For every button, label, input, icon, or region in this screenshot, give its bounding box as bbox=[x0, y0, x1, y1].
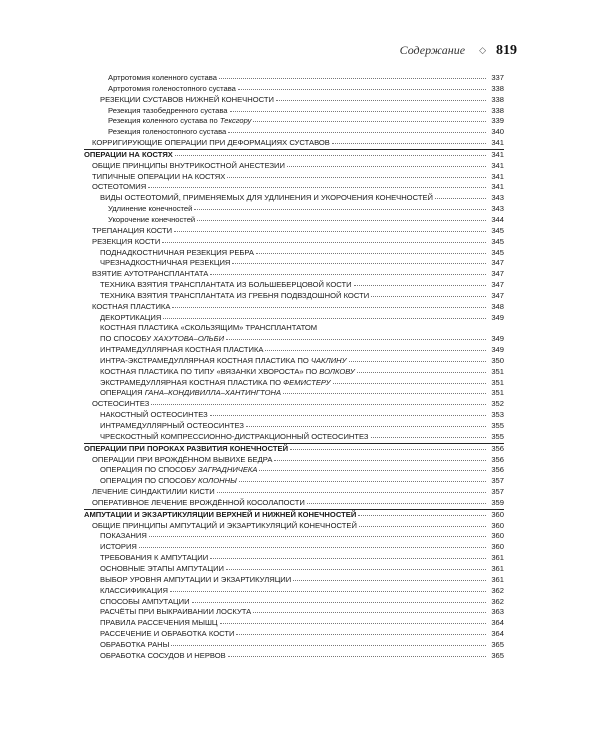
toc-page-number: 360 bbox=[491, 520, 504, 530]
toc-page-number: 360 bbox=[491, 509, 504, 519]
toc-entry[interactable] bbox=[84, 432, 504, 443]
toc-entry[interactable] bbox=[84, 138, 504, 149]
toc-entry[interactable] bbox=[84, 575, 504, 586]
toc-entry-title: ПОДНАДКОСТНИЧНАЯ РЕЗЕКЦИЯ РЕБРА bbox=[100, 247, 254, 257]
toc-entry-title: КЛАССИФИКАЦИЯ bbox=[100, 585, 169, 595]
dot-leader bbox=[357, 372, 486, 373]
toc-page-number: 350 bbox=[491, 355, 504, 365]
toc-entry-italic: Тексгору bbox=[219, 116, 252, 126]
dot-leader bbox=[228, 656, 486, 657]
dot-leader bbox=[230, 111, 486, 112]
toc-entry-title: ПРАВИЛА РАССЕЧЕНИЯ МЫШЦ bbox=[100, 618, 218, 628]
dot-leader bbox=[359, 526, 486, 527]
toc-entry-title: Артротомия голеностопного сустава bbox=[108, 83, 236, 93]
toc-entry[interactable] bbox=[84, 399, 504, 410]
dot-leader bbox=[265, 350, 486, 351]
toc-entry-title: ОПЕРАЦИИ ПРИ ПОРОКАХ РАЗВИТИЯ КОНЕЧНОСТЕЙ bbox=[84, 443, 289, 453]
toc-entry[interactable] bbox=[84, 226, 504, 237]
dot-leader bbox=[210, 415, 486, 416]
toc-entry[interactable] bbox=[84, 640, 504, 651]
toc-entry-title: ИНТРА-ЭКСТРАМЕДУЛЛЯРНАЯ КОСТНАЯ ПЛАСТИКА ПО ЧАКЛИНУ bbox=[100, 355, 347, 365]
toc-entry-title: Артротомия коленного сустава bbox=[108, 73, 217, 82]
toc-entry-title: ОПЕРАЦИЯ ПО СПОСОБУ ЗАГРАДНИЧЕКА bbox=[100, 465, 258, 475]
toc-page-number: 351 bbox=[491, 366, 504, 376]
toc-chapter[interactable] bbox=[84, 443, 504, 455]
toc-entry[interactable] bbox=[84, 172, 504, 183]
dot-leader bbox=[293, 580, 486, 581]
dot-leader bbox=[236, 634, 486, 635]
toc-entry[interactable] bbox=[84, 73, 504, 84]
toc-page-number: 362 bbox=[491, 596, 504, 606]
toc-entry-title: РАСЧЁТЫ ПРИ ВЫКРАИВАНИИ ЛОСКУТА bbox=[100, 607, 252, 617]
toc-entry-title: НАКОСТНЫЙ ОСТЕОСИНТЕЗ bbox=[100, 410, 208, 420]
toc-page-number: 340 bbox=[491, 127, 504, 137]
toc-entry-title: ОБЩИЕ ПРИНЦИПЫ АМПУТАЦИЙ И ЭКЗАРТИКУЛЯЦИЙ КОНЕЧНОСТЕЙ bbox=[92, 520, 357, 530]
dot-leader bbox=[171, 645, 486, 646]
dot-leader bbox=[239, 481, 486, 482]
toc-entry-title: РЕЗЕКЦИЯ КОСТИ bbox=[92, 236, 161, 246]
toc-entry[interactable] bbox=[84, 291, 504, 302]
dot-leader bbox=[256, 253, 486, 254]
toc-page-number: 356 bbox=[491, 465, 504, 475]
toc-entry[interactable] bbox=[84, 106, 504, 117]
dot-leader bbox=[151, 404, 486, 405]
toc-page-number: 347 bbox=[491, 269, 504, 279]
toc-entry-title: РАССЕЧЕНИЕ И ОБРАБОТКА КОСТИ bbox=[100, 629, 235, 639]
dot-leader bbox=[219, 78, 486, 79]
toc-page-number: 357 bbox=[491, 476, 504, 486]
toc-entry-title: Резекция тазобедренного сустава bbox=[108, 105, 228, 115]
page-header bbox=[400, 43, 517, 63]
toc-entry-title: ЧРЕЗНАДКОСТНИЧНАЯ РЕЗЕКЦИЯ bbox=[100, 258, 231, 268]
toc-entry-title: ТЕХНИКА ВЗЯТИЯ ТРАНСПЛАНТАТА ИЗ ГРЕБНЯ ПОДВЗДОШНОЙ КОСТИ bbox=[100, 290, 370, 300]
toc-page-number: 361 bbox=[491, 574, 504, 584]
toc-page-number: 343 bbox=[491, 193, 504, 203]
toc-entry-title: ОСТЕОСИНТЕЗ bbox=[92, 399, 150, 409]
toc-entry[interactable] bbox=[84, 586, 504, 597]
toc-page-number: 360 bbox=[491, 542, 504, 552]
toc-entry[interactable] bbox=[84, 313, 504, 324]
toc-entry-italic: КОЛОННЫ bbox=[198, 476, 237, 486]
toc-entry-title: Резекция коленного сустава по Тексгору bbox=[108, 116, 252, 126]
toc-page-number: 351 bbox=[491, 377, 504, 387]
toc-entry[interactable] bbox=[84, 127, 504, 138]
toc-page-number: 352 bbox=[491, 399, 504, 409]
dot-leader bbox=[283, 393, 486, 394]
toc-entry-title: Удлинение конечностей bbox=[108, 204, 193, 214]
toc-entry-title: ЧРЕСКОСТНЫЙ КОМПРЕССИОННО-ДИСТРАКЦИОННЫЙ ОСТЕОСИНТЕЗ bbox=[100, 431, 369, 441]
toc-entry-title: ОСНОВНЫЕ ЭТАПЫ АМПУТАЦИИ bbox=[100, 563, 224, 573]
dot-leader bbox=[227, 177, 486, 178]
toc-entry[interactable] bbox=[84, 204, 504, 215]
toc-page-number: 353 bbox=[491, 410, 504, 420]
dot-leader bbox=[290, 449, 486, 450]
toc-entry[interactable] bbox=[84, 618, 504, 629]
toc-page-number: 364 bbox=[491, 629, 504, 639]
toc-entry-title: ДЕКОРТИКАЦИЯ bbox=[100, 312, 162, 322]
running-title: Содержание bbox=[399, 43, 466, 57]
toc-page-number: 344 bbox=[491, 214, 504, 224]
toc-entry-title: ВЫБОР УРОВНЯ АМПУТАЦИИ И ЭКЗАРТИКУЛЯЦИИ bbox=[100, 574, 292, 584]
dot-leader bbox=[238, 89, 486, 90]
toc-entry-title: ПО СПОСОБУ ХАХУТОВА–ОЛЬБИ bbox=[100, 334, 225, 344]
toc-entry-title: ОБЩИЕ ПРИНЦИПЫ ВНУТРИКОСТНОЙ АНЕСТЕЗИИ bbox=[92, 160, 285, 170]
toc-page-number: 365 bbox=[491, 639, 504, 649]
toc-entry-title: ОСТЕОТОМИЯ bbox=[92, 182, 147, 192]
dot-leader bbox=[226, 569, 486, 570]
toc-entry[interactable] bbox=[84, 215, 504, 226]
dot-leader bbox=[232, 263, 486, 264]
toc-entry-title: РЕЗЕКЦИИ СУСТАВОВ НИЖНЕЙ КОНЕЧНОСТИ bbox=[100, 94, 274, 104]
toc-entry-title: ЭКСТРАМЕДУЛЛЯРНАЯ КОСТНАЯ ПЛАСТИКА ПО ФЕМИСТЕРУ bbox=[100, 377, 331, 387]
toc-page-number: 345 bbox=[491, 247, 504, 257]
toc-entry-title: ТЕХНИКА ВЗЯТИЯ ТРАНСПЛАНТАТА ИЗ БОЛЬШЕБЕРЦОВОЙ КОСТИ bbox=[100, 280, 352, 290]
toc-entry[interactable] bbox=[84, 84, 504, 95]
dot-leader bbox=[163, 318, 486, 319]
toc-entry-title: ВИДЫ ОСТЕОТОМИЙ, ПРИМЕНЯЕМЫХ ДЛЯ УДЛИНЕНИЯ И УКОРОЧЕНИЯ КОНЕЧНОСТЕЙ bbox=[100, 193, 433, 203]
toc-entry[interactable] bbox=[84, 280, 504, 291]
toc-entry-title: ЛЕЧЕНИЕ СИНДАКТИЛИИ КИСТИ bbox=[92, 487, 215, 497]
toc-entry[interactable] bbox=[84, 597, 504, 608]
toc-entry-title: ИНТРАМЕДУЛЛЯРНЫЙ ОСТЕОСИНТЕЗ bbox=[100, 421, 244, 430]
dot-leader bbox=[217, 492, 486, 493]
toc-entry[interactable] bbox=[84, 531, 504, 542]
toc-page-number: 362 bbox=[491, 585, 504, 595]
dot-leader bbox=[194, 209, 486, 210]
toc-page-number: 348 bbox=[491, 301, 504, 311]
toc-entry[interactable] bbox=[84, 116, 504, 127]
toc-page-number: 347 bbox=[491, 258, 504, 268]
dot-leader bbox=[253, 612, 486, 613]
dot-leader bbox=[148, 187, 486, 188]
dot-leader bbox=[226, 339, 486, 340]
toc-entry[interactable] bbox=[84, 455, 504, 466]
dot-leader bbox=[358, 515, 486, 516]
dot-leader bbox=[162, 242, 486, 243]
toc-entry[interactable] bbox=[84, 269, 504, 280]
toc-page-number: 345 bbox=[491, 225, 504, 235]
toc-entry-title: ИНТРАМЕДУЛЛЯРНАЯ КОСТНАЯ ПЛАСТИКА bbox=[100, 345, 264, 355]
toc-entry[interactable] bbox=[84, 356, 504, 367]
toc-page-number: 355 bbox=[491, 431, 504, 441]
toc-page-number: 349 bbox=[491, 345, 504, 355]
toc-entry[interactable] bbox=[84, 629, 504, 640]
dot-leader bbox=[197, 220, 486, 221]
dot-leader bbox=[174, 231, 486, 232]
toc-entry-italic: ФЕМИСТЕРУ bbox=[283, 377, 331, 387]
toc-page-number: 361 bbox=[491, 563, 504, 573]
toc-entry-title: ОПЕРАТИВНОЕ ЛЕЧЕНИЕ ВРОЖДЁННОЙ КОСОЛАПОСТИ bbox=[92, 497, 305, 507]
dot-leader bbox=[175, 155, 486, 156]
dot-leader bbox=[354, 285, 486, 286]
toc-page-number: 345 bbox=[491, 236, 504, 246]
dot-leader bbox=[139, 547, 486, 548]
toc-entry-title: ОБРАБОТКА РАНЫ bbox=[100, 639, 170, 649]
toc-entry-title: ИСТОРИЯ bbox=[100, 542, 137, 552]
toc-page-number: 359 bbox=[491, 497, 504, 507]
toc-chapter[interactable] bbox=[84, 149, 504, 161]
toc-entry-title: ВЗЯТИЕ АУТОТРАНСПЛАНТАТА bbox=[92, 269, 209, 279]
dot-leader bbox=[332, 143, 486, 144]
toc-page-number: 341 bbox=[491, 138, 504, 148]
dot-leader bbox=[259, 470, 486, 471]
toc-page-number: 360 bbox=[491, 531, 504, 541]
toc-page-number: 341 bbox=[491, 160, 504, 170]
toc-entry[interactable] bbox=[84, 410, 504, 421]
dot-leader bbox=[307, 503, 486, 504]
toc-entry-title: КОСТНАЯ ПЛАСТИКА bbox=[92, 301, 171, 311]
dot-leader bbox=[149, 536, 486, 537]
toc-entry[interactable] bbox=[84, 367, 504, 378]
dot-leader bbox=[287, 166, 486, 167]
toc-entry-title: ТРЕПАНАЦИЯ КОСТИ bbox=[92, 225, 173, 235]
dot-leader bbox=[435, 198, 486, 199]
toc-entry[interactable] bbox=[84, 95, 504, 106]
toc-page-number: 341 bbox=[491, 149, 504, 159]
toc-page-number: 341 bbox=[491, 182, 504, 192]
toc-page-number: 355 bbox=[491, 421, 504, 430]
toc-entry-title: АМПУТАЦИИ И ЭКЗАРТИКУЛЯЦИИ ВЕРХНЕЙ И НИЖНЕЙ КОНЕЧНОСТЕЙ bbox=[84, 509, 357, 519]
toc-chapter[interactable] bbox=[84, 509, 504, 521]
toc-entry[interactable] bbox=[84, 487, 504, 498]
toc-entry-title: ТИПИЧНЫЕ ОПЕРАЦИИ НА КОСТЯХ bbox=[92, 171, 226, 181]
toc-entry-title: ТРЕБОВАНИЯ К АМПУТАЦИИ bbox=[100, 553, 209, 563]
toc-page-number: 341 bbox=[491, 171, 504, 181]
toc-entry-italic: ГАНА–КОНДИВИЛЛА–ХАНТИНГТОНА bbox=[144, 388, 282, 398]
dot-leader bbox=[274, 460, 486, 461]
dot-leader bbox=[371, 296, 486, 297]
toc-page-number: 363 bbox=[491, 607, 504, 617]
toc-page-number: 337 bbox=[491, 73, 504, 82]
toc-entry[interactable] bbox=[84, 521, 504, 532]
toc-entry[interactable] bbox=[84, 498, 504, 509]
toc-entry[interactable] bbox=[84, 553, 504, 564]
toc-page-number: 351 bbox=[491, 388, 504, 398]
table-of-contents bbox=[84, 73, 504, 662]
dot-leader bbox=[172, 307, 486, 308]
toc-entry-title: Укорочение конечностей bbox=[108, 214, 196, 224]
toc-entry[interactable] bbox=[84, 476, 504, 487]
toc-entry-title: КОСТНАЯ ПЛАСТИКА «СКОЛЬЗЯЩИМ» ТРАНСПЛАНТАТОМ bbox=[100, 323, 318, 333]
toc-entry-title: КОСТНАЯ ПЛАСТИКА ПО ТИПУ «ВЯЗАНКИ ХВОРОСТА» ПО ВОЛКОВУ bbox=[100, 366, 355, 376]
toc-entry[interactable] bbox=[84, 302, 504, 313]
toc-entry[interactable] bbox=[84, 334, 504, 345]
toc-entry[interactable] bbox=[84, 564, 504, 575]
dot-leader bbox=[228, 132, 486, 133]
toc-entry[interactable] bbox=[84, 542, 504, 553]
toc-entry-title: ОБРАБОТКА СОСУДОВ И НЕРВОВ bbox=[100, 650, 226, 660]
toc-entry[interactable] bbox=[84, 161, 504, 172]
toc-page-number: 349 bbox=[491, 334, 504, 344]
toc-entry-title: ОПЕРАЦИЯ ГАНА–КОНДИВИЛЛА–ХАНТИНГТОНА bbox=[100, 388, 282, 398]
toc-page-number: 356 bbox=[491, 454, 504, 464]
toc-entry-title: Резекция голеностопного сустава bbox=[108, 127, 227, 137]
toc-entry[interactable] bbox=[84, 651, 504, 662]
toc-entry[interactable] bbox=[84, 258, 504, 269]
page-number: 819 bbox=[496, 43, 517, 58]
toc-page-number: 339 bbox=[491, 116, 504, 126]
toc-entry[interactable] bbox=[84, 237, 504, 248]
diamond-icon: ◇ bbox=[479, 45, 486, 55]
toc-entry[interactable] bbox=[84, 345, 504, 356]
toc-entry[interactable] bbox=[84, 388, 504, 399]
toc-entry[interactable] bbox=[84, 248, 504, 259]
toc-entry-italic: ЧАКЛИНУ bbox=[310, 355, 347, 365]
toc-page-number: 357 bbox=[491, 487, 504, 497]
toc-entry[interactable] bbox=[84, 182, 504, 193]
toc-page-number: 364 bbox=[491, 618, 504, 628]
toc-entry-title: СПОСОБЫ АМПУТАЦИИ bbox=[100, 596, 190, 606]
toc-entry-title: ОПЕРАЦИИ ПРИ ВРОЖДЁННОМ ВЫВИХЕ БЕДРА bbox=[92, 454, 273, 464]
toc-entry[interactable] bbox=[84, 607, 504, 618]
toc-entry-title: КОРРИГИРУЮЩИЕ ОПЕРАЦИИ ПРИ ДЕФОРМАЦИЯХ СУСТАВОВ bbox=[92, 138, 330, 148]
toc-page-number: 349 bbox=[491, 312, 504, 322]
dot-leader bbox=[210, 274, 486, 275]
toc-entry-italic: ВОЛКОВУ bbox=[319, 366, 355, 376]
toc-page-number: 361 bbox=[491, 553, 504, 563]
toc-page-number: 365 bbox=[491, 650, 504, 660]
dot-leader bbox=[371, 437, 486, 438]
toc-entry[interactable] bbox=[84, 378, 504, 389]
dot-leader bbox=[333, 383, 486, 384]
toc-page-number: 338 bbox=[491, 105, 504, 115]
toc-entry[interactable] bbox=[84, 465, 504, 476]
toc-entry-italic: ЗАГРАДНИЧЕКА bbox=[198, 465, 258, 475]
dot-leader bbox=[210, 558, 486, 559]
toc-entry-title: ОПЕРАЦИЯ ПО СПОСОБУ КОЛОННЫ bbox=[100, 476, 237, 486]
toc-page-number: 343 bbox=[491, 204, 504, 214]
toc-page-number: 347 bbox=[491, 290, 504, 300]
dot-leader bbox=[246, 426, 486, 427]
dot-leader bbox=[170, 591, 486, 592]
dot-leader bbox=[192, 602, 486, 603]
dot-leader bbox=[220, 623, 486, 624]
toc-entry-title: ОПЕРАЦИИ НА КОСТЯХ bbox=[84, 149, 173, 159]
dot-leader bbox=[276, 100, 486, 101]
toc-entry[interactable] bbox=[84, 323, 504, 334]
toc-entry[interactable] bbox=[84, 193, 504, 204]
toc-page-number: 347 bbox=[491, 280, 504, 290]
toc-page-number: 338 bbox=[491, 83, 504, 93]
dot-leader bbox=[349, 361, 486, 362]
toc-page-number: 338 bbox=[491, 94, 504, 104]
dot-leader bbox=[253, 121, 486, 122]
toc-entry[interactable] bbox=[84, 421, 504, 432]
toc-page-number: 356 bbox=[491, 443, 504, 453]
toc-entry-italic: ХАХУТОВА–ОЛЬБИ bbox=[153, 334, 225, 344]
toc-entry-title: ПОКАЗАНИЯ bbox=[100, 531, 147, 541]
